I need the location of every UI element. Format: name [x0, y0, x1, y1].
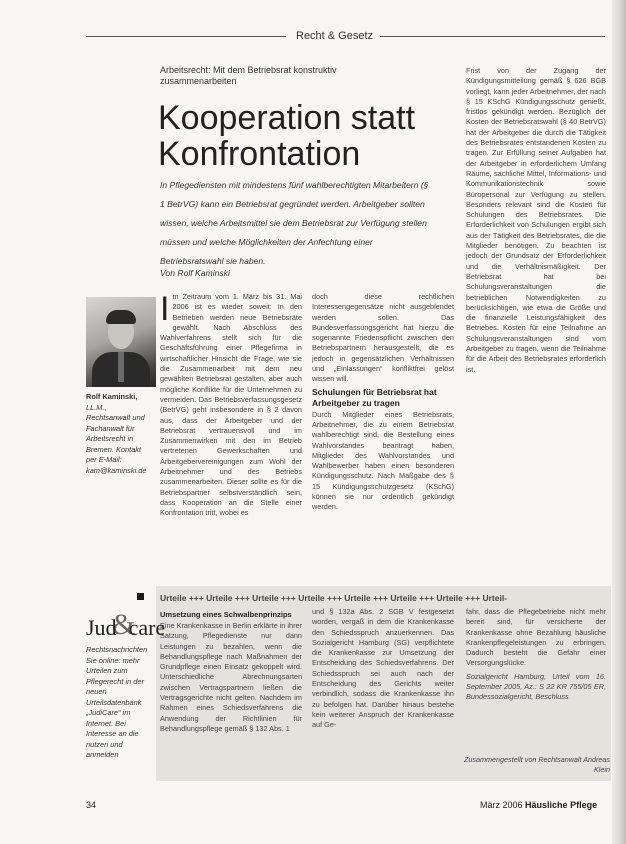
drop-cap: I [160, 292, 170, 328]
ticker-bullet-icon [137, 593, 144, 600]
judicare-note: Rechtsnachrichten Sie online: mehr Urteilen zum Pflegerecht in der neuen Urteilsdatenbank „JudiCare“ im Internet. Bei Interesse an die nutzen und anmelden [86, 645, 148, 759]
author-bio [86, 392, 152, 476]
box-credit: Zusammengestellt von Rechtsanwalt Andreas Klein [464, 755, 610, 774]
article-byline: Von Rolf Kaminski [160, 268, 230, 278]
section-title: Recht & Gesetz [296, 30, 374, 42]
article-column-2-text-a: doch diese rechtlichen Interessengegensätze nicht ausgeblendet werden sollen. Das Bundesverfassungsgericht hat hierzu die sogenannte Friedenspflicht zwischen den Betriebspartnern herausgestellt, die es jedoch in gegensätzlichen Verhältnissen und „Einlassungen“ konfliktfrei gelöst wissen will. [312, 292, 454, 384]
article-kicker: Arbeitsrecht: Mit dem Betriebsrat konstruktiv zusammenarbeiten [160, 65, 337, 86]
box-column-3 [466, 607, 606, 752]
box-column-2-text: und § 132a Abs. 2 SGB V festgesetzt worden, vergaß in dem die Krankenkasse den Schiedsspruch anzuerkennen. Das Sozialgericht Hamburg (SG) verpflichtete die Krankenkasse zur Umsetzung der Entscheidung des Schiedsverfahrens. Der Schiedsspruch sei auch nach der Entscheidung des Gerichts weiter verbindlich, sodass die Krankenkasse ihn zu befolgen hat. Darüber hinaus bestehe kein weiterer Anspruch der Krankenkasse auf Ge- [312, 607, 454, 730]
article-subhead: Schulungen für Betriebsrat hat Arbeitgeber zu tragen [312, 386, 437, 408]
footer-magazine-name: Häusliche Pflege [525, 800, 598, 810]
judicare-logo [86, 608, 166, 641]
box-column-1-head: Umsetzung eines Schwalbenprinzips [160, 610, 292, 619]
judicare-logo-left: Jud [86, 615, 117, 640]
author-name: Rolf Kaminski, [86, 392, 138, 401]
rulings-ticker: Urteile +++ Urteile +++ Urteile +++ Urteile +++ Urteile +++ Urteile +++ Urteile +++ Urteil- [160, 593, 508, 603]
judicare-logo-amp: & [112, 608, 136, 641]
page-number: 34 [86, 800, 97, 810]
article-column-3-text: Frist von der Zugang der Kündigungsmitteilung gemäß § 626 BGB vorliegt, kann jeder Arbeitnehmer, der nach § 15 KSchG Kündigungsschutz genießt, fristlos gekündigt werden. Bezüglich der Kosten der Betriebsratswahl (§ 40 BetrVG) hat der Arbeitgeber die durch die Tätigkeit des Betriebsrates entstandenen Kosten zu tragen. Zur Erfüllung seiner Aufgaben hat der Arbeitgeber in erforderlichem Umfang Räume, sachliche Mittel, Informations- und Kommunikationstechnik sowie Büropersonal zur Verfügung zu stellen. Besonders relevant sind die Kosten für Schulungen des Betriebsrates. Die Erforderlichkeit von Schulungen ergibt sich aus der Tätigkeit des Betriebsrates, die die Mitglieder benötigen. Zu beachten ist jedoch der Grundsatz der Erforderlichkeit und die Verhältnismäßigkeit. Der Betriebsrat hat bei Schulungsveranstaltungen die betrieblichen Notwendigkeiten zu berücksichtigen, wie etwa die Größe und die finanzielle Leistungsfähigkeit des Betriebes. Kosten für eine Teilnahme an Schulungsveranstaltungen sind vom Arbeitgeber zu tragen, wenn die Teilnahme für die Arbeit des Betriebsrates erforderlich ist. [466, 66, 606, 374]
box-column-1-text: Eine Krankenkasse in Berlin erklärte in ihrer Satzung, Pflegedienste nur dann Leistungen zu bezahlen, wenn die Behandlungspflege nach Maßnahmen der Grundpflege einen Einsatz gekoppelt wird. Unterschiedliche Abrechnungsarten zwischen Vertragspartnern ließen die Vertragsgerichte nicht gelten. Nachdem im Rahmen eines Schiedsverfahrens die Anwendung der Richtlinien für Behandlungspflege gemäß § 132 Abs. 1 [160, 621, 302, 733]
author-photo [86, 297, 156, 387]
author-bio-text: LL.M., Rechtsanwalt und Fachanwalt für Arbeitsrecht in Bremen. Kontakt per E-Mail: kam@kaminski.de [86, 402, 147, 475]
article-intro: In Pflegediensten mit mindestens fünf wahlberechtigten Mitarbeitern (§ 1 BetrVG) kann ein Betriebsrat gegründet werden. Arbeitgeber sollten wissen, welche Arbeitsmittel sie dem Betriebsrat zur Verfügung stellen müssen und welche Möglichkeiten der Anfechtung einer Betriebsratswahl sie haben. [160, 180, 429, 266]
header-rule-right [380, 36, 605, 37]
page-binding-shadow [612, 0, 626, 844]
judicare-logo-right: care [128, 615, 166, 640]
box-column-2 [312, 607, 454, 775]
article-title: Kooperation statt Konfrontation [158, 99, 416, 173]
footer-issue-date: März 2006 [480, 800, 523, 810]
box-column-1 [160, 607, 302, 775]
article-column-3 [466, 66, 606, 578]
box-column-3-reference: Sozialgericht Hamburg, Urteil vom 16. September 2005, Az.: S 22 KR 755/05 ER, Bundessozialgericht, Beschluss [466, 671, 606, 702]
judicare-logo-text [86, 615, 165, 641]
header-rule-left [86, 36, 286, 37]
box-column-3-text: fahr, dass die Pflegebetriebe nicht mehr bereit sind, für versicherte der Krankenkasse ohne Bezahlung häusliche Krankenpflegeleistungen zu erbringen. Dadurch besteht die Gefahr einer Versorgungslücke. [466, 607, 606, 668]
article-column-2 [312, 292, 454, 578]
article-column-1-text: m Zeitraum vom 1. März bis 31. Mai 2006 ist es wieder soweit: In den Betrieben werden neue Betriebsräte gewählt. Nach Abschluss des Wahlverfahrens stellt sich für die Geschäftsführung einer Pflegefirma in wirtschaftlicher Hinsicht die Frage, wie sie die Zusammenarbeit mit dem neu gewählten Betriebsrat gestalten, aber auch mögliche Konflikte für die Unternehmen zu vermeiden. Das Betriebsverfassungsgesetz (BetrVG) geht insbesondere in § 2 davon aus, dass der Arbeitgeber und der Betriebsrat vertrauensvoll und im Zusammenwirken mit den im Betrieb vertretenen Gewerkschaften und Arbeitgebervereinigungen zum Wohl der Arbeitnehmer und des Betriebs zusammenarbeiten. Dieser sollte es für die Betriebspartner selbstverständlich sein, dass Kooperation an die Stelle einer Konfrontation tritt, wobei es [160, 292, 302, 518]
article-column-1 [160, 292, 302, 578]
footer-issue [480, 800, 597, 810]
article-column-2-text-b: Durch Mitglieder eines Betriebsrats, Arbeitnehmer, die zu einem Betriebsrat wahlberechtigt sind, die Bestellung eines Wahlvorstandes beantragt haben, Mitglieder des Wahlvorstandes und Wahlbewerber haben einen besonderen Kündigungsschutz. Nach Maßgabe des § 15 Kündigungsschutzgesetz (KSchG) können sie nur ordentlich gekündigt werden. [312, 409, 454, 512]
